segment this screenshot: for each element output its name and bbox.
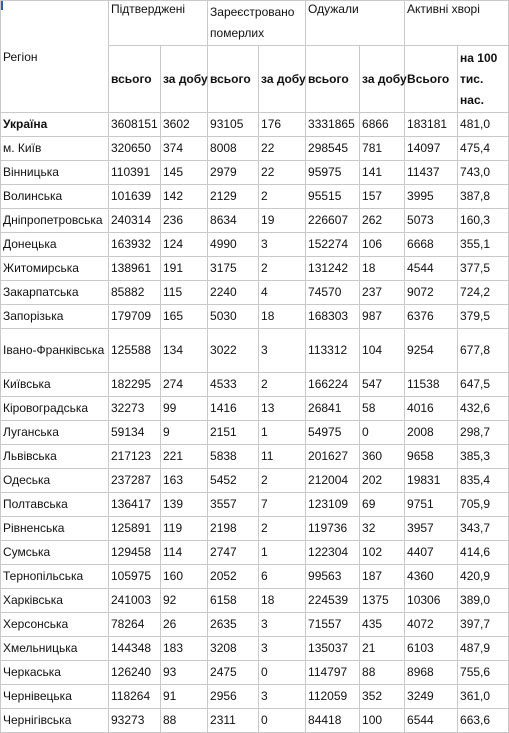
cell-deaths-total: 2956: [208, 685, 259, 709]
cell-confirmed-total: 59134: [109, 421, 161, 445]
cell-deaths-day: 2: [259, 257, 306, 281]
cell-confirmed-day: 93: [161, 661, 208, 685]
cell-region: м. Київ: [1, 137, 109, 161]
cell-active-rate: 743,0: [458, 161, 509, 185]
cell-region: Рівненська: [1, 517, 109, 541]
cell-deaths-day: 1: [259, 541, 306, 565]
cell-active-total: 3995: [405, 185, 458, 209]
cell-confirmed-total: 125588: [109, 329, 161, 373]
cell-active-total: 4360: [405, 565, 458, 589]
cell-region: Україна: [1, 113, 109, 137]
cell-recovered-total: 54975: [306, 421, 360, 445]
table-row: [1, 709, 509, 733]
cell-recovered-total: 152274: [306, 233, 360, 257]
cell-confirmed-day: 26: [161, 613, 208, 637]
cell-region: Донецька: [1, 233, 109, 257]
cell-region: Сумська: [1, 541, 109, 565]
table-row: [1, 329, 509, 373]
cell-active-rate: 160,3: [458, 209, 509, 233]
cell-recovered-total: 26841: [306, 397, 360, 421]
cell-confirmed-total: 163932: [109, 233, 161, 257]
cell-active-total: 4544: [405, 257, 458, 281]
cell-deaths-day: 0: [259, 709, 306, 733]
cell-deaths-day: 4: [259, 281, 306, 305]
cell-confirmed-day: 3602: [161, 113, 208, 137]
cell-active-rate: 663,6: [458, 709, 509, 733]
cell-recovered-day: 237: [360, 281, 405, 305]
cell-deaths-day: 2: [259, 469, 306, 493]
cell-deaths-total: 2311: [208, 709, 259, 733]
cell-deaths-day: 0: [259, 661, 306, 685]
cell-confirmed-total: 126240: [109, 661, 161, 685]
cell-confirmed-total: 217123: [109, 445, 161, 469]
cell-confirmed-total: 138961: [109, 257, 161, 281]
cell-recovered-day: 88: [360, 661, 405, 685]
cell-active-rate: 647,5: [458, 373, 509, 397]
cell-deaths-day: 3: [259, 329, 306, 373]
cell-confirmed-total: 101639: [109, 185, 161, 209]
cell-deaths-total: 2475: [208, 661, 259, 685]
cell-active-rate: 724,2: [458, 281, 509, 305]
cell-recovered-total: 95515: [306, 185, 360, 209]
column-header-confirmed: Підтверджені: [109, 1, 208, 46]
column-header-active: Активні хворі: [405, 1, 509, 46]
cell-deaths-total: 5452: [208, 469, 259, 493]
cell-deaths-total: 93105: [208, 113, 259, 137]
cell-confirmed-day: 221: [161, 445, 208, 469]
cell-active-rate: 361,0: [458, 685, 509, 709]
cell-region: Вінницька: [1, 161, 109, 185]
cell-deaths-day: 176: [259, 113, 306, 137]
cell-deaths-total: 3175: [208, 257, 259, 281]
cell-recovered-day: 106: [360, 233, 405, 257]
cell-deaths-day: 3: [259, 637, 306, 661]
table-row: [1, 469, 509, 493]
cell-confirmed-day: 115: [161, 281, 208, 305]
cell-active-rate: 432,6: [458, 397, 509, 421]
cell-region: Волинська: [1, 185, 109, 209]
cell-recovered-total: 123109: [306, 493, 360, 517]
cell-recovered-total: 112059: [306, 685, 360, 709]
cell-deaths-day: 18: [259, 305, 306, 329]
cell-confirmed-day: 183: [161, 637, 208, 661]
cell-recovered-day: 100: [360, 709, 405, 733]
cell-recovered-total: 131242: [306, 257, 360, 281]
cell-active-total: 4072: [405, 613, 458, 637]
cell-recovered-day: 18: [360, 257, 405, 281]
cell-deaths-total: 2240: [208, 281, 259, 305]
cell-region: Хмельницька: [1, 637, 109, 661]
cell-recovered-day: 262: [360, 209, 405, 233]
cell-region: Івано-Франківська: [1, 329, 109, 373]
cell-active-total: 8968: [405, 661, 458, 685]
cell-deaths-total: 2747: [208, 541, 259, 565]
cell-recovered-day: 987: [360, 305, 405, 329]
cell-recovered-total: 298545: [306, 137, 360, 161]
cell-deaths-day: 13: [259, 397, 306, 421]
cell-region: Львівська: [1, 445, 109, 469]
cell-recovered-total: 122304: [306, 541, 360, 565]
cell-deaths-day: 3: [259, 233, 306, 257]
cell-confirmed-total: 78264: [109, 613, 161, 637]
cell-active-rate: 481,0: [458, 113, 509, 137]
cell-active-total: 6668: [405, 233, 458, 257]
cell-recovered-total: 114797: [306, 661, 360, 685]
cell-confirmed-total: 182295: [109, 373, 161, 397]
cell-recovered-total: 201627: [306, 445, 360, 469]
cell-recovered-total: 119736: [306, 517, 360, 541]
cell-region: Тернопільська: [1, 565, 109, 589]
cell-recovered-day: 102: [360, 541, 405, 565]
cell-active-total: 9072: [405, 281, 458, 305]
cell-recovered-total: 113312: [306, 329, 360, 373]
cell-active-total: 183181: [405, 113, 458, 137]
cell-region: Черкаська: [1, 661, 109, 685]
cell-recovered-total: 3331865: [306, 113, 360, 137]
cell-confirmed-day: 92: [161, 589, 208, 613]
cell-deaths-total: 2979: [208, 161, 259, 185]
cell-recovered-total: 71557: [306, 613, 360, 637]
cell-deaths-total: 4533: [208, 373, 259, 397]
cell-recovered-day: 104: [360, 329, 405, 373]
cell-active-total: 6103: [405, 637, 458, 661]
cell-active-rate: 397,7: [458, 613, 509, 637]
table-row: [1, 493, 509, 517]
cell-deaths-total: 2052: [208, 565, 259, 589]
table-row: [1, 161, 509, 185]
cell-recovered-day: 69: [360, 493, 405, 517]
cell-deaths-total: 5030: [208, 305, 259, 329]
cell-active-total: 6376: [405, 305, 458, 329]
cell-recovered-day: 360: [360, 445, 405, 469]
subheader-active-rate: на 100 тис. нас.: [458, 46, 509, 113]
cell-confirmed-total: 110391: [109, 161, 161, 185]
cell-recovered-total: 95975: [306, 161, 360, 185]
cell-recovered-total: 212004: [306, 469, 360, 493]
cell-active-rate: 355,1: [458, 233, 509, 257]
cell-region: Чернівецька: [1, 685, 109, 709]
cell-confirmed-day: 114: [161, 541, 208, 565]
table-row: [1, 685, 509, 709]
cell-recovered-day: 547: [360, 373, 405, 397]
cell-confirmed-total: 179709: [109, 305, 161, 329]
subheader-confirmed-day: за добу: [161, 46, 208, 113]
cell-active-rate: 835,4: [458, 469, 509, 493]
cell-recovered-day: 157: [360, 185, 405, 209]
cell-confirmed-day: 191: [161, 257, 208, 281]
cell-confirmed-total: 125891: [109, 517, 161, 541]
cell-active-total: 2008: [405, 421, 458, 445]
table-row: [1, 565, 509, 589]
table-row: [1, 257, 509, 281]
cell-deaths-total: 4990: [208, 233, 259, 257]
cell-confirmed-day: 139: [161, 493, 208, 517]
cell-region: Кіровоградська: [1, 397, 109, 421]
cell-active-rate: 387,8: [458, 185, 509, 209]
cell-recovered-total: 135037: [306, 637, 360, 661]
cell-active-rate: 377,5: [458, 257, 509, 281]
cell-confirmed-total: 32273: [109, 397, 161, 421]
cell-confirmed-day: 145: [161, 161, 208, 185]
cell-confirmed-total: 93273: [109, 709, 161, 733]
table-row: [1, 137, 509, 161]
cell-active-total: 3957: [405, 517, 458, 541]
cell-deaths-total: 3557: [208, 493, 259, 517]
header-row-groups: [1, 1, 509, 46]
table-row: [1, 397, 509, 421]
cell-deaths-total: 1416: [208, 397, 259, 421]
table-row: [1, 445, 509, 469]
cell-deaths-total: 8008: [208, 137, 259, 161]
column-header-deaths: Зареєстровано померлих: [208, 1, 306, 46]
cell-active-rate: 343,7: [458, 517, 509, 541]
table-row: [1, 281, 509, 305]
cell-deaths-day: 2: [259, 373, 306, 397]
cell-recovered-total: 166224: [306, 373, 360, 397]
cell-deaths-day: 6: [259, 565, 306, 589]
cell-confirmed-total: 136417: [109, 493, 161, 517]
cell-deaths-day: 2: [259, 185, 306, 209]
cell-active-rate: 755,6: [458, 661, 509, 685]
column-header-region: Регіон: [1, 1, 109, 113]
cell-confirmed-total: 105975: [109, 565, 161, 589]
cell-confirmed-total: 144348: [109, 637, 161, 661]
subheader-active-total: Всього: [405, 46, 458, 113]
cell-recovered-day: 435: [360, 613, 405, 637]
cell-active-rate: 487,9: [458, 637, 509, 661]
subheader-recovered-day: за добу: [360, 46, 405, 113]
cell-region: Закарпатська: [1, 281, 109, 305]
cell-deaths-total: 2198: [208, 517, 259, 541]
table-row: [1, 233, 509, 257]
table-row: [1, 373, 509, 397]
cell-region: Дніпропетровська: [1, 209, 109, 233]
cell-deaths-day: 18: [259, 589, 306, 613]
cell-active-total: 9658: [405, 445, 458, 469]
cell-recovered-day: 141: [360, 161, 405, 185]
cell-recovered-day: 0: [360, 421, 405, 445]
table-row: [1, 613, 509, 637]
cell-active-total: 5073: [405, 209, 458, 233]
cell-deaths-total: 6158: [208, 589, 259, 613]
cell-deaths-day: 7: [259, 493, 306, 517]
cell-confirmed-day: 236: [161, 209, 208, 233]
subheader-confirmed-total: всього: [109, 46, 161, 113]
cell-deaths-day: 19: [259, 209, 306, 233]
cell-confirmed-day: 99: [161, 397, 208, 421]
cell-deaths-total: 3208: [208, 637, 259, 661]
cell-active-rate: 414,6: [458, 541, 509, 565]
cell-deaths-total: 3022: [208, 329, 259, 373]
cell-active-rate: 379,5: [458, 305, 509, 329]
cell-active-total: 14097: [405, 137, 458, 161]
cell-deaths-day: 22: [259, 137, 306, 161]
cell-recovered-total: 226607: [306, 209, 360, 233]
cell-deaths-total: 2635: [208, 613, 259, 637]
cell-recovered-day: 1375: [360, 589, 405, 613]
subheader-deaths-total: всього: [208, 46, 259, 113]
cell-recovered-day: 32: [360, 517, 405, 541]
cell-confirmed-total: 320650: [109, 137, 161, 161]
cell-region: Запорізька: [1, 305, 109, 329]
cell-region: Одеська: [1, 469, 109, 493]
cell-deaths-total: 8634: [208, 209, 259, 233]
cell-recovered-total: 99563: [306, 565, 360, 589]
cell-active-rate: 298,7: [458, 421, 509, 445]
cell-region: Херсонська: [1, 613, 109, 637]
cell-recovered-total: 224539: [306, 589, 360, 613]
subheader-deaths-day: за добу: [259, 46, 306, 113]
cell-region: Луганська: [1, 421, 109, 445]
cell-active-rate: 705,9: [458, 493, 509, 517]
cell-active-total: 10306: [405, 589, 458, 613]
cell-active-total: 3249: [405, 685, 458, 709]
table-row: [1, 541, 509, 565]
cell-deaths-total: 2151: [208, 421, 259, 445]
cell-active-rate: 420,9: [458, 565, 509, 589]
cell-confirmed-total: 237287: [109, 469, 161, 493]
table-row: [1, 305, 509, 329]
cell-active-total: 9751: [405, 493, 458, 517]
cell-active-rate: 677,8: [458, 329, 509, 373]
cell-region: Житомирська: [1, 257, 109, 281]
cell-confirmed-day: 88: [161, 709, 208, 733]
cell-active-total: 19831: [405, 469, 458, 493]
cell-deaths-total: 2129: [208, 185, 259, 209]
cell-deaths-day: 3: [259, 685, 306, 709]
cell-confirmed-day: 134: [161, 329, 208, 373]
table-row: [1, 637, 509, 661]
cell-confirmed-day: 124: [161, 233, 208, 257]
cell-deaths-day: 3: [259, 613, 306, 637]
table-row: [1, 589, 509, 613]
table-row: [1, 661, 509, 685]
table-row: [1, 209, 509, 233]
cell-region: Київська: [1, 373, 109, 397]
cell-confirmed-day: 274: [161, 373, 208, 397]
table-body: [1, 113, 509, 733]
cell-recovered-day: 352: [360, 685, 405, 709]
cell-region: Харківська: [1, 589, 109, 613]
cell-confirmed-total: 240314: [109, 209, 161, 233]
cell-confirmed-total: 118264: [109, 685, 161, 709]
cell-active-total: 11538: [405, 373, 458, 397]
subheader-recovered-total: всього: [306, 46, 360, 113]
cell-active-rate: 389,0: [458, 589, 509, 613]
cell-confirmed-day: 119: [161, 517, 208, 541]
table-row: [1, 185, 509, 209]
cell-recovered-day: 21: [360, 637, 405, 661]
cell-active-total: 6544: [405, 709, 458, 733]
table-row-country-total: [1, 113, 509, 137]
cell-deaths-day: 22: [259, 161, 306, 185]
cell-deaths-total: 5838: [208, 445, 259, 469]
cell-recovered-day: 6866: [360, 113, 405, 137]
table-row: [1, 517, 509, 541]
cell-deaths-day: 2: [259, 517, 306, 541]
cell-region: Полтавська: [1, 493, 109, 517]
cell-confirmed-total: 3608151: [109, 113, 161, 137]
cell-confirmed-day: 160: [161, 565, 208, 589]
cell-active-rate: 475,4: [458, 137, 509, 161]
cell-confirmed-day: 9: [161, 421, 208, 445]
cell-confirmed-day: 142: [161, 185, 208, 209]
cell-recovered-total: 74570: [306, 281, 360, 305]
cell-region: Чернігівська: [1, 709, 109, 733]
cell-active-total: 11437: [405, 161, 458, 185]
cell-confirmed-total: 85882: [109, 281, 161, 305]
cell-active-rate: 385,3: [458, 445, 509, 469]
cell-confirmed-day: 91: [161, 685, 208, 709]
cell-active-total: 4407: [405, 541, 458, 565]
cell-confirmed-total: 241003: [109, 589, 161, 613]
cell-recovered-day: 781: [360, 137, 405, 161]
cell-recovered-total: 168303: [306, 305, 360, 329]
cell-recovered-total: 84418: [306, 709, 360, 733]
cell-active-total: 9254: [405, 329, 458, 373]
cell-confirmed-total: 129458: [109, 541, 161, 565]
cell-recovered-day: 187: [360, 565, 405, 589]
cell-active-total: 4016: [405, 397, 458, 421]
table-row: [1, 421, 509, 445]
cell-confirmed-day: 165: [161, 305, 208, 329]
cell-deaths-day: 1: [259, 421, 306, 445]
cell-deaths-day: 11: [259, 445, 306, 469]
cell-confirmed-day: 163: [161, 469, 208, 493]
cell-recovered-day: 202: [360, 469, 405, 493]
column-header-recovered: Одужали: [306, 1, 405, 46]
cell-confirmed-day: 374: [161, 137, 208, 161]
cell-recovered-day: 58: [360, 397, 405, 421]
